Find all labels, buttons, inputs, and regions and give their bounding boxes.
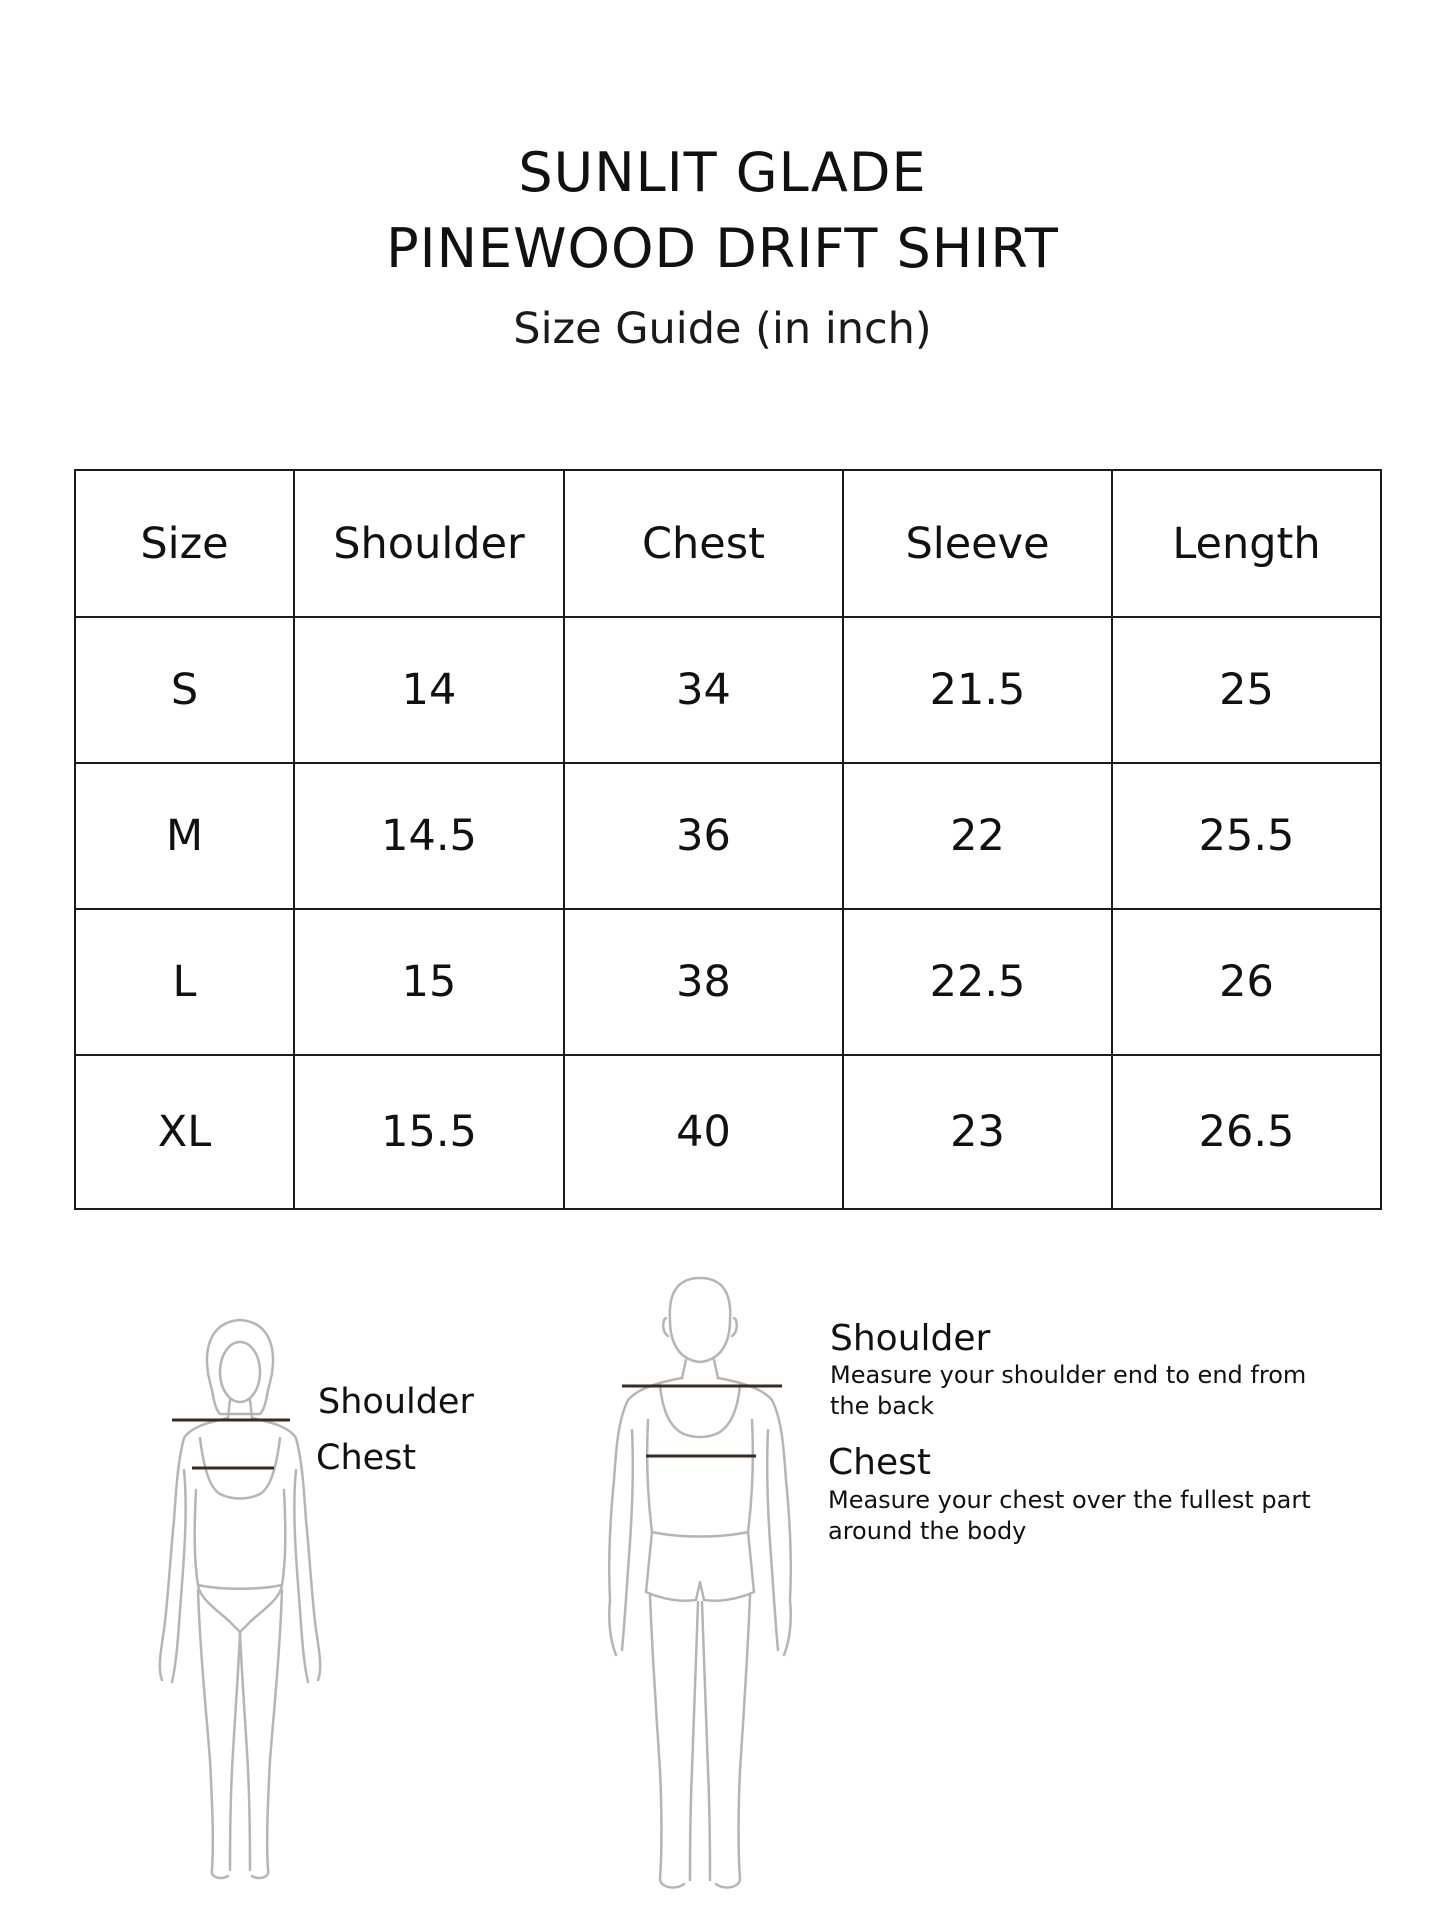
table-cell: 25.5 <box>1112 763 1381 909</box>
table-cell: 36 <box>564 763 843 909</box>
table-row <box>75 909 1381 1055</box>
header-sleeve: Sleeve <box>843 470 1112 617</box>
header-size: Size <box>75 470 294 617</box>
size-guide-subtitle: Size Guide (in inch) <box>513 304 932 354</box>
female-body-outline-icon <box>140 1310 340 1890</box>
table-cell: L <box>75 909 294 1055</box>
male-chest-desc: Measure your chest over the fullest part around the body <box>828 1486 1311 1545</box>
table-row <box>75 617 1381 763</box>
header-length: Length <box>1112 470 1381 617</box>
table-cell: 38 <box>564 909 843 1055</box>
table-cell: 21.5 <box>843 617 1112 763</box>
table-cell: 23 <box>843 1055 1112 1209</box>
brand-title: SUNLIT GLADE <box>518 141 927 204</box>
table-cell: XL <box>75 1055 294 1209</box>
female-shoulder-label: Shoulder <box>318 1382 474 1422</box>
table-cell: 40 <box>564 1055 843 1209</box>
table-cell: 34 <box>564 617 843 763</box>
table-cell: 15.5 <box>294 1055 564 1209</box>
table-cell: 22.5 <box>843 909 1112 1055</box>
male-body-outline-icon <box>600 1270 800 1900</box>
table-cell: S <box>75 617 294 763</box>
table-cell: 14 <box>294 617 564 763</box>
header-chest: Chest <box>564 470 843 617</box>
table-cell: 26 <box>1112 909 1381 1055</box>
table-cell: 26.5 <box>1112 1055 1381 1209</box>
size-table <box>74 469 1382 1210</box>
female-chest-label: Chest <box>316 1438 417 1478</box>
table-cell: 22 <box>843 763 1112 909</box>
table-row <box>75 1055 1381 1209</box>
male-shoulder-title: Shoulder <box>830 1318 991 1359</box>
table-cell: 25 <box>1112 617 1381 763</box>
table-header-row <box>75 470 1381 617</box>
table-cell: 15 <box>294 909 564 1055</box>
table-cell: M <box>75 763 294 909</box>
table-row <box>75 763 1381 909</box>
title-block <box>0 135 1445 369</box>
male-chest-title: Chest <box>828 1442 931 1483</box>
male-shoulder-desc: Measure your shoulder end to end from the back <box>830 1361 1307 1420</box>
table-cell: 14.5 <box>294 763 564 909</box>
product-title: PINEWOOD DRIFT SHIRT <box>386 217 1059 280</box>
header-shoulder: Shoulder <box>294 470 564 617</box>
